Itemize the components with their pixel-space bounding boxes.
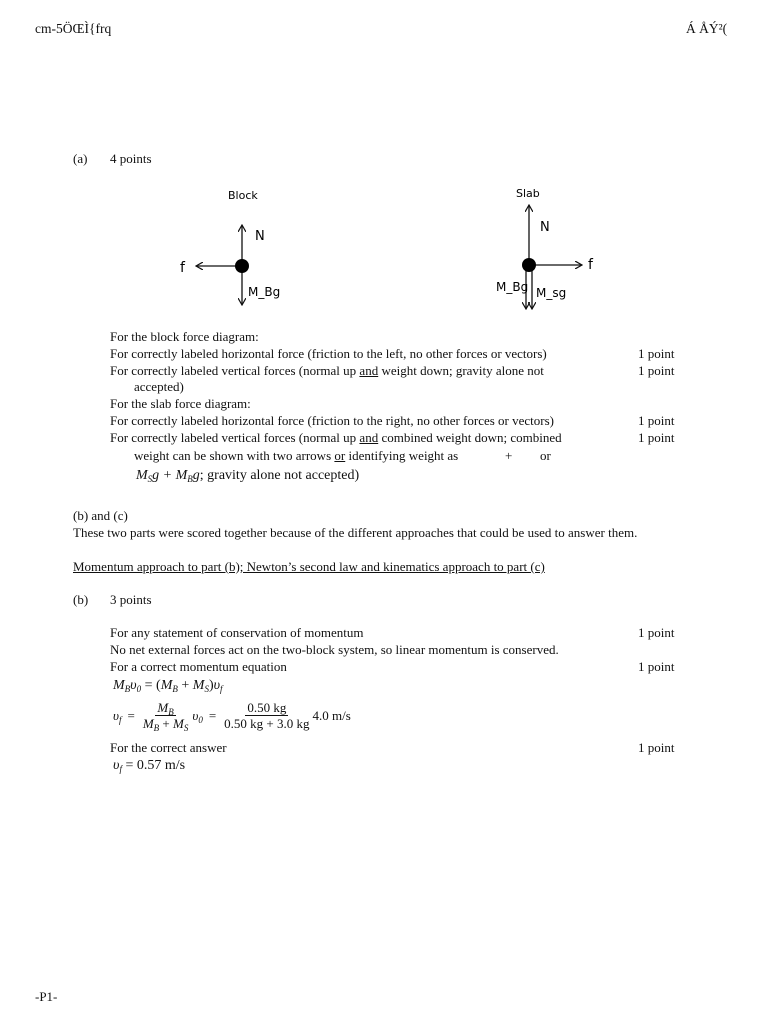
b-rubric-2-points: 1 point bbox=[638, 659, 675, 674]
slab-wb-label: M_Bg bbox=[496, 280, 529, 294]
slab-rubric-2-last bbox=[136, 467, 359, 484]
momentum-equation: $M_B\upsilon_0 = (M_B + M_S)\upsilon_f$ bbox=[113, 678, 223, 694]
combined-weight-formula: $M_Sg + M_Bg$ bbox=[136, 468, 200, 484]
final-answer: $\upsilon_f = 0.57$ m/s bbox=[113, 758, 186, 774]
slab-f-label: f bbox=[588, 257, 593, 273]
text: For correctly labeled vertical forces (normal up bbox=[110, 430, 360, 445]
emphasis-and: and bbox=[359, 430, 379, 445]
denominator-mass: 0.50 kg + 3.0 kg bbox=[224, 716, 310, 731]
mass-ratio-fraction: $\frac{M_B}{M_B + M_S}$ bbox=[142, 700, 189, 733]
b-rubric-3-points: 1 point bbox=[638, 740, 675, 755]
b-rubric-2: For a correct momentum equation bbox=[110, 659, 287, 674]
text: weight can be shown with two arrows bbox=[134, 448, 335, 463]
block-w-label: M_Bg bbox=[248, 285, 281, 299]
block-diagram bbox=[180, 189, 280, 305]
answer-value: 0.57 m/s bbox=[136, 758, 186, 773]
part-a-label: (a) bbox=[73, 151, 88, 166]
text: identifying weight as bbox=[345, 448, 459, 463]
slab-title: Slab bbox=[516, 187, 540, 200]
block-dot bbox=[235, 259, 249, 273]
plus-sign: + bbox=[505, 448, 513, 463]
block-rubric-2-points: 1 point bbox=[638, 363, 675, 378]
part-bc-heading: (b) and (c) bbox=[73, 508, 128, 523]
slab-rubric-2-points: 1 point bbox=[638, 430, 675, 445]
slab-n-label: N bbox=[540, 220, 550, 235]
part-bc-text: These two parts were scored together because of the different approaches that could be used to answer them. bbox=[73, 525, 638, 540]
header-left: cm-5ÖŒÌ{frq bbox=[35, 21, 112, 36]
b-rubric-1: For any statement of conservation of momentum bbox=[110, 625, 364, 640]
block-rubric-1-points: 1 point bbox=[638, 346, 675, 361]
part-a-points: 4 points bbox=[110, 151, 152, 166]
block-f-label: f bbox=[180, 260, 185, 276]
part-b-points: 3 points bbox=[110, 592, 152, 607]
text: combined weight down; combined bbox=[378, 430, 562, 445]
block-rubric-2 bbox=[110, 362, 544, 379]
approach-heading: Momentum approach to part (b); Newton’s second law and kinematics approach to part (c) bbox=[73, 559, 545, 574]
page-number: -P1- bbox=[35, 989, 58, 1004]
numeric-fraction bbox=[222, 700, 311, 731]
slab-heading: For the slab force diagram: bbox=[110, 396, 251, 411]
block-rubric-2-cont: accepted) bbox=[134, 379, 184, 394]
block-heading: For the block force diagram: bbox=[110, 329, 259, 344]
text: For correctly labeled vertical forces (normal up bbox=[110, 363, 360, 378]
block-rubric-1: For correctly labeled horizontal force (friction to the left, no other forces or vectors) bbox=[110, 346, 547, 361]
slab-rubric-2-cont bbox=[134, 447, 458, 464]
initial-velocity: 4.0 m/s bbox=[312, 708, 351, 723]
slab-rubric-1-points: 1 point bbox=[638, 413, 675, 428]
block-title: Block bbox=[228, 189, 258, 202]
slab-dot bbox=[522, 258, 536, 272]
block-n-label: N bbox=[255, 229, 265, 244]
text: weight down; gravity alone not bbox=[378, 363, 544, 378]
slab-rubric-2 bbox=[110, 429, 562, 446]
b-rubric-1-points: 1 point bbox=[638, 625, 675, 640]
header-right: Á ÅÝ²( bbox=[686, 21, 728, 36]
velocity-equation: $\upsilon_f$ = $\frac{M_B}{M_B + M_S}$ $\upsilon_0$ = $\frac{0.50 kg}{0.50 kg + 3.0 kg}$ 4.0 m/s bbox=[113, 700, 351, 733]
b-rubric-3: For the correct answer bbox=[110, 740, 227, 755]
emphasis-or: or bbox=[334, 448, 346, 463]
emphasis-and: and bbox=[359, 363, 379, 378]
text: ; gravity alone not accepted) bbox=[199, 468, 360, 483]
or-word: or bbox=[540, 448, 551, 463]
b-rubric-1-note: No net external forces act on the two-block system, so linear momentum is conserved. bbox=[110, 642, 559, 657]
numerator-mass: 0.50 kg bbox=[247, 700, 287, 715]
slab-ws-label: M_sg bbox=[536, 286, 567, 300]
part-b-label: (b) bbox=[73, 592, 89, 607]
slab-rubric-1: For correctly labeled horizontal force (friction to the right, no other forces or vectors) bbox=[110, 413, 554, 428]
slab-diagram bbox=[496, 187, 594, 309]
force-diagrams bbox=[170, 183, 610, 313]
